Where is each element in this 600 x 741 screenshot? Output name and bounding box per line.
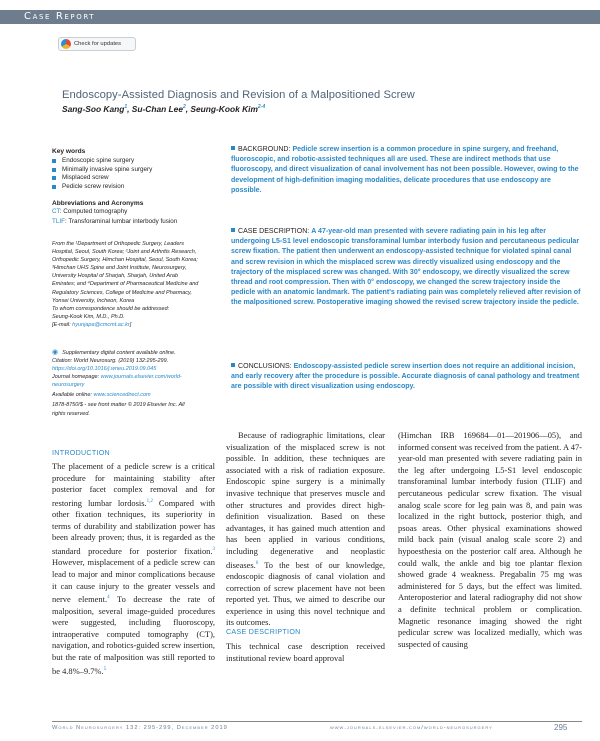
corresponding-author: Seung-Kook Kim, M.D., Ph.D. xyxy=(52,313,125,320)
keyword-item[interactable] xyxy=(52,183,220,192)
doi-link[interactable]: https://doi.org/10.1016/j.wneu.2019.09.045 xyxy=(52,366,157,373)
author-name[interactable]: Su-Chan Lee xyxy=(131,104,183,114)
footer-divider xyxy=(52,721,582,722)
introduction-paragraph xyxy=(52,461,215,677)
square-bullet-icon xyxy=(52,176,56,180)
abstract-text: Pedicle screw insertion is a common procedure in spine surgery, and freehand, fluoroscopic, and robotic-assisted techniques all are used. These are indirect methods that use fluoroscopy, and direct visualization of canal involvement has not been possible. However, owing to the development of high-definition imaging modalities, delicate procedures that use endoscopy are possible. xyxy=(231,146,579,194)
paragraph-text: To decrease the rate of malposition, several image-guided procedures were suggested, including fluoroscopy, intraoperative computed tomography (CT), navigation, and robotics-guided screw insertion, but the rate of malposition was still reported to be 4.8%–9.7%. xyxy=(52,593,215,676)
crossmark-icon xyxy=(61,39,71,49)
available-online-line xyxy=(52,391,220,399)
footer-url[interactable]: www.journals.elsevier.com/world-neurosurgery xyxy=(330,725,493,731)
square-bullet-icon xyxy=(52,159,56,163)
square-bullet-icon xyxy=(231,228,235,232)
abstract-text: A 47-year-old man presented with severe radiating pain in his leg after undergoing L5-S1 level endoscopic transforaminal lumbar interbody fusion and percutaneous pedicular screw fixation. The patient then underwent an endoscopy-assisted technique for violated spinal canal and screw revision in which the misplaced screw was directly visualized using endoscopy and the trajectory of the misplaced screw was changed. With 30° endoscopy, we directly visualized the screw thread and root compression. Then with 0° endoscopy, we changed the screw trajectory inside the pedicle with an anatomic landmark. The patient's radiating pain was completely relieved after revision of the malpositioned screw. Postoperative imaging showed the revised screw trajectory inside the pedicle. xyxy=(231,228,581,307)
abbreviation-definition: : Transforaminal lumbar interbody fusion xyxy=(64,217,178,225)
square-bullet-icon xyxy=(231,363,235,367)
affiliation-line: From the ¹Department of Orthopedic Surgery, Leaders xyxy=(52,241,184,247)
citation-ref[interactable]: 6 xyxy=(255,560,259,566)
author-name[interactable]: Seung-Kook Kim xyxy=(190,104,258,114)
citation-ref[interactable]: 1,2 xyxy=(146,498,153,504)
article-info-block xyxy=(52,349,220,418)
affiliation-line: University Hospital of Sharjah, Sharjah, United Arab xyxy=(52,273,179,280)
section-banner xyxy=(0,10,600,24)
paragraph-text: Because of radiographic limitations, clear visualization of the misplaced screw is not possible. In addition, these techniques are associated with a risk of radiation exposure. Endoscopic spine surgery is a minimally invasive technique that preserves muscle and other structures and provides direct high-definition visualization. Based on these advantages, it has gained much attention and has been applied in various conditions, including degenerative and neoplastic diseases. xyxy=(226,430,385,570)
paragraph-text: However, misplacement of a pedicle screw can lead to major and minor complications because it can cause injury to the greater vessels and nerve element. xyxy=(52,557,215,604)
abbreviation-item xyxy=(52,208,220,217)
author-affiliation-sup: 2 xyxy=(182,104,186,111)
homepage-link[interactable]: www.journals.elsevier.com/world- xyxy=(100,374,182,381)
citation-ref[interactable]: 5 xyxy=(103,666,107,672)
author-list xyxy=(62,104,582,114)
abbreviation-term: CT xyxy=(52,208,60,215)
abbreviation-definition: : Computed tomography xyxy=(59,208,128,215)
article-title: Endoscopy-Assisted Diagnosis and Revision of a Malpositioned Screw xyxy=(62,89,415,101)
email-link[interactable]: hyunjapa@cmcmt.ac.kr xyxy=(72,321,130,328)
affiliation-line: Regulatory Sciences, College of Medicine and Pharmacy, xyxy=(52,289,192,296)
square-bullet-icon xyxy=(52,185,56,189)
paragraph-text: The placement of a pedicle screw is a critical procedure for maintaining stability after posterior facet complex removal and for restoring lumbar lordosis. xyxy=(52,461,215,508)
supplementary-content-icon: ◉ xyxy=(52,349,59,356)
affiliation-line: Emirates; and ⁴Department of Pharmaceutical Medicine and xyxy=(52,281,199,288)
case-paragraph: This technical case description received institutional review board approval xyxy=(226,641,385,663)
available-online-label: Available online: xyxy=(52,392,94,399)
citation-line: Citation: World Neurosurg. (2019) 132:295-299. xyxy=(52,358,169,364)
supplementary-text: Supplementary digital content available online. xyxy=(62,350,176,356)
correspondence-line: To whom correspondence should be addressed: xyxy=(52,305,170,312)
homepage-link-continued[interactable]: neurosurgery xyxy=(52,382,85,389)
citation-ref[interactable]: 3 xyxy=(212,546,215,552)
abstract-text: Endoscopy-assisted pedicle screw insertion does not require an additional incision, and early recovery after the procedure is possible. Accurate diagnosis of canal pathology and treatment are possible with direct visualization using endoscopy. xyxy=(231,363,580,391)
keyword-text: Misplaced screw xyxy=(62,174,109,182)
keywords-block xyxy=(52,148,220,191)
author-affiliation-sup: 2-4 xyxy=(257,104,266,111)
square-bullet-icon xyxy=(52,168,56,172)
email-bracket: ] xyxy=(129,321,132,328)
section-heading-introduction: INTRODUCTION xyxy=(52,449,110,457)
abbreviation-item xyxy=(52,218,220,227)
abstract-label: CONCLUSIONS: xyxy=(238,363,294,370)
section-label: Case Report xyxy=(24,11,96,22)
check-for-updates-label: Check for updates xyxy=(74,41,122,47)
email-line xyxy=(52,321,220,329)
keyword-text: Endoscopic spine surgery xyxy=(62,157,135,164)
citation-ref[interactable]: 4 xyxy=(107,595,110,601)
copyright-line: 1878-8750/$ - see front matter © 2019 Elsevier Inc. All xyxy=(52,402,185,409)
keyword-item[interactable] xyxy=(52,166,220,175)
abstract-background xyxy=(231,145,581,196)
square-bullet-icon xyxy=(231,146,235,150)
keyword-text: Minimally invasive spine surgery xyxy=(62,165,153,173)
abstract-label: CASE DESCRIPTION: xyxy=(238,228,312,235)
keyword-list xyxy=(52,157,220,191)
author-name[interactable]: Sang-Soo Kang xyxy=(62,104,125,114)
footer-journal: World Neurosurgery 132: 295-299, December 2019 xyxy=(52,725,228,731)
copyright-line: rights reserved. xyxy=(52,410,90,417)
abbreviations-block xyxy=(52,200,220,226)
homepage-label: Journal homepage: xyxy=(52,374,101,381)
check-for-updates-button[interactable] xyxy=(58,37,136,51)
paragraph-text: Compared with other fixation techniques, its superiority in terms of durability and stabilization power has been already proven; thus, it is regarded as the standard procedure for posterior fixation. xyxy=(52,497,215,556)
page-number: 295 xyxy=(554,723,568,732)
keyword-item[interactable] xyxy=(52,157,220,166)
sciencedirect-link[interactable]: www.sciencedirect.com xyxy=(93,392,151,399)
homepage-line xyxy=(52,373,220,381)
keyword-text: Pedicle screw revision xyxy=(62,182,125,190)
email-label: [E-mail: xyxy=(52,321,73,328)
section-heading-case-description: CASE DESCRIPTION xyxy=(226,628,301,636)
abstract-conclusions xyxy=(231,362,581,393)
affiliation-line: Yonsei University, Incheon, Korea xyxy=(52,297,135,304)
author-separator: , xyxy=(185,104,191,114)
abbreviations-heading: Abbreviations and Acronyms xyxy=(52,200,144,207)
abstract-label: BACKGROUND: xyxy=(238,146,293,153)
case-paragraph-continued: (Himchan IRB 169684—01—201906—05), and informed consent was received from the patient. A 47-year-old man presented with severe radiating pain in the leg after undergoing L5-S1 level endoscopic transforaminal lumbar interbody fusion (TLIF) and percutaneous pedicular screw fixation. The visual analog scale score for leg pain was 8, and pain was localized in the right buttock, posterior thigh, and psoas areas. Other physical examinations showed mild back pain (visual analog scale score 2) and hypoesthesia on the posterior calf area. Although he could walk, the ankle and big toe plantar flexion showed grade 4 weakness. Pregabalin 75 mg was administered for 5 days, but the effect was limited. Anteroposterior and lateral radiography did not show a definite technical problem or complication. Magnetic resonance imaging showed the right pedicular screw was localized medially, which was suspected of causing xyxy=(398,430,582,649)
abbreviation-term: TLIF xyxy=(52,217,65,225)
keyword-item[interactable] xyxy=(52,174,220,183)
abstract-case-description xyxy=(231,227,581,309)
introduction-paragraph-2 xyxy=(226,430,385,629)
author-affiliation-sup: 1 xyxy=(124,104,128,111)
keywords-heading: Key words xyxy=(52,148,86,155)
supplementary-note[interactable] xyxy=(52,349,220,357)
affiliation-line: Orthopedic Surgery, Himchan Hospital, Seoul, South Korea; xyxy=(52,257,198,264)
affiliation-line: Hospital, Seoul, South Korea; ²Joint and Arthritis Research, xyxy=(52,249,197,256)
paragraph-text: To the best of our knowledge, endoscopic diagnosis of canal violation and correction of screw placement have not been reported yet. Thus, we aimed to describe our experience in using this novel technique and its outcomes. xyxy=(226,559,385,628)
affiliations-block xyxy=(52,240,220,329)
author-separator: , xyxy=(127,104,132,114)
affiliation-line: ³Himchan UHS Spine and Joint Institute, Neurosurgery, xyxy=(52,265,187,272)
